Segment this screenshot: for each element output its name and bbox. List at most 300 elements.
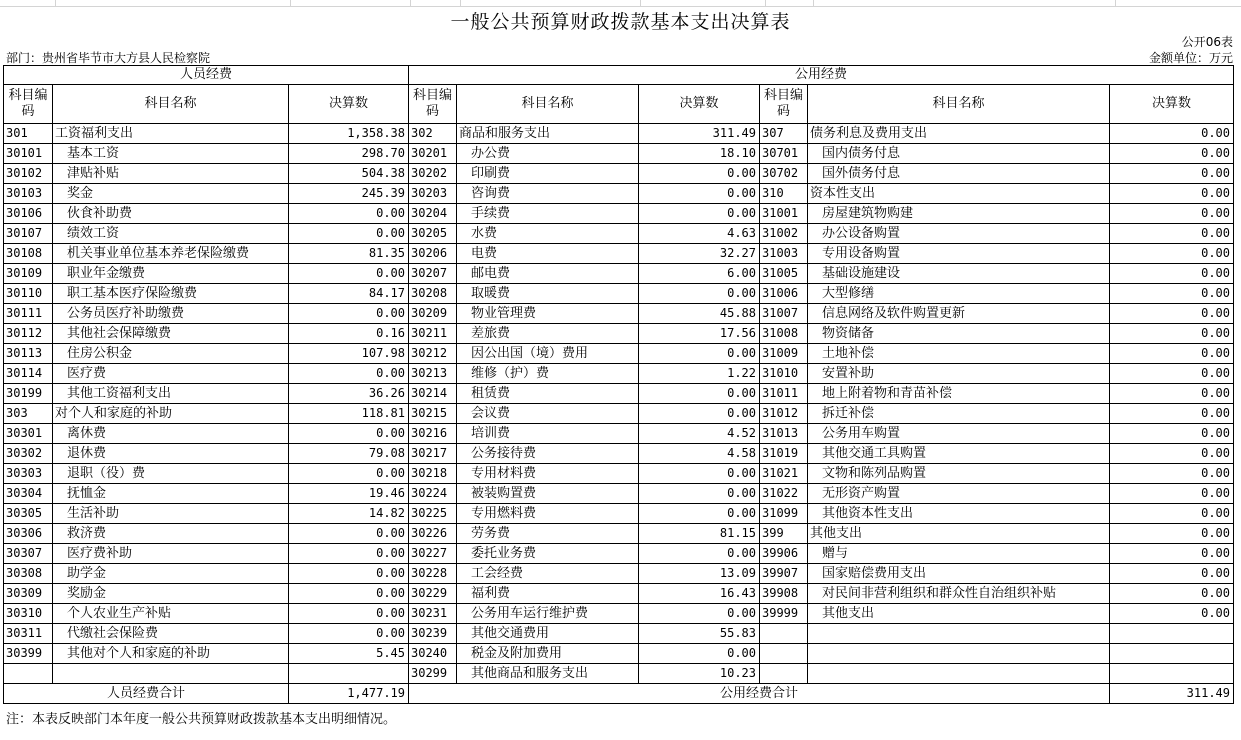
- public-a-name-cell: 专用燃料费: [457, 504, 639, 524]
- amount-col-header: 决算数: [1110, 85, 1234, 124]
- public-a-amount-cell: 0.00: [639, 604, 760, 624]
- public-b-amount-cell: 0.00: [1110, 464, 1234, 484]
- personnel-name-cell: 机关事业单位基本养老保险缴费: [53, 244, 289, 264]
- public-b-code-cell: 39907: [760, 564, 808, 584]
- public-a-code-cell: 30202: [409, 164, 457, 184]
- personnel-amount-cell: 0.00: [289, 364, 409, 384]
- public-b-name-cell: 赠与: [808, 544, 1110, 564]
- personnel-name-cell: 退休费: [53, 444, 289, 464]
- personnel-name-cell: 其他社会保障缴费: [53, 324, 289, 344]
- table-row: [4, 184, 1234, 204]
- personnel-amount-cell: 81.35: [289, 244, 409, 264]
- public-total-value: 311.49: [1110, 684, 1234, 704]
- public-a-amount-cell: 0.00: [639, 344, 760, 364]
- personnel-code-cell: 30101: [4, 144, 53, 164]
- personnel-code-cell: 30102: [4, 164, 53, 184]
- personnel-name-cell: 抚恤金: [53, 484, 289, 504]
- public-b-amount-cell: 0.00: [1110, 144, 1234, 164]
- public-b-code-cell: 30701: [760, 144, 808, 164]
- table-row: [4, 164, 1234, 184]
- public-b-code-cell: 31008: [760, 324, 808, 344]
- footnote: 注：本表反映部门本年度一般公共预算财政拨款基本支出明细情况。: [6, 712, 397, 727]
- public-b-amount-cell: 0.00: [1110, 224, 1234, 244]
- public-b-name-cell: 无形资产购置: [808, 484, 1110, 504]
- public-b-amount-cell: [1110, 624, 1234, 644]
- personnel-code-cell: 30310: [4, 604, 53, 624]
- public-b-name-cell: 土地补偿: [808, 344, 1110, 364]
- personnel-amount-cell: [289, 664, 409, 684]
- public-b-amount-cell: 0.00: [1110, 364, 1234, 384]
- public-a-amount-cell: 0.00: [639, 384, 760, 404]
- public-b-amount-cell: 0.00: [1110, 264, 1234, 284]
- public-b-code-cell: 31011: [760, 384, 808, 404]
- public-b-code-cell: 30702: [760, 164, 808, 184]
- public-b-name-cell: 国家赔偿费用支出: [808, 564, 1110, 584]
- personnel-name-cell: 退职（役）费: [53, 464, 289, 484]
- personnel-amount-cell: 79.08: [289, 444, 409, 464]
- public-b-code-cell: 31099: [760, 504, 808, 524]
- public-a-name-cell: 维修（护）费: [457, 364, 639, 384]
- public-b-code-cell: 399: [760, 524, 808, 544]
- public-b-name-cell: 信息网络及软件购置更新: [808, 304, 1110, 324]
- public-b-amount-cell: 0.00: [1110, 524, 1234, 544]
- public-a-code-cell: 30212: [409, 344, 457, 364]
- public-a-name-cell: 物业管理费: [457, 304, 639, 324]
- public-a-amount-cell: 0.00: [639, 404, 760, 424]
- personnel-code-cell: 30309: [4, 584, 53, 604]
- personnel-name-cell: 个人农业生产补贴: [53, 604, 289, 624]
- public-a-name-cell: 专用材料费: [457, 464, 639, 484]
- personnel-name-cell: 代缴社会保险费: [53, 624, 289, 644]
- public-a-name-cell: 其他商品和服务支出: [457, 664, 639, 684]
- personnel-amount-cell: 504.38: [289, 164, 409, 184]
- public-a-amount-cell: 81.15: [639, 524, 760, 544]
- public-a-name-cell: 邮电费: [457, 264, 639, 284]
- public-a-name-cell: 差旅费: [457, 324, 639, 344]
- public-a-amount-cell: 4.58: [639, 444, 760, 464]
- public-b-code-cell: 31012: [760, 404, 808, 424]
- public-a-code-cell: 30205: [409, 224, 457, 244]
- public-b-name-cell: 国外债务付息: [808, 164, 1110, 184]
- public-b-code-cell: 31019: [760, 444, 808, 464]
- page-title: 一般公共预算财政拨款基本支出决算表: [450, 11, 791, 33]
- unit-label: 金额单位：万元: [1148, 51, 1233, 65]
- personnel-header: 人员经费: [4, 66, 409, 85]
- personnel-code-cell: 30108: [4, 244, 53, 264]
- public-a-code-cell: 30227: [409, 544, 457, 564]
- public-b-name-cell: 办公设备购置: [808, 224, 1110, 244]
- public-b-name-cell: 基础设施建设: [808, 264, 1110, 284]
- personnel-name-cell: 绩效工资: [53, 224, 289, 244]
- public-a-name-cell: 手续费: [457, 204, 639, 224]
- public-a-amount-cell: 16.43: [639, 584, 760, 604]
- code-col-header: 科目编码: [760, 85, 808, 124]
- personnel-amount-cell: 0.00: [289, 424, 409, 444]
- personnel-name-cell: 其他对个人和家庭的补助: [53, 644, 289, 664]
- public-b-name-cell: 大型修缮: [808, 284, 1110, 304]
- public-b-amount-cell: 0.00: [1110, 244, 1234, 264]
- public-b-name-cell: 其他支出: [808, 604, 1110, 624]
- personnel-amount-cell: 107.98: [289, 344, 409, 364]
- public-b-name-cell: 对民间非营利组织和群众性自治组织补贴: [808, 584, 1110, 604]
- public-a-code-cell: 30240: [409, 644, 457, 664]
- public-b-code-cell: 39908: [760, 584, 808, 604]
- public-a-name-cell: 委托业务费: [457, 544, 639, 564]
- public-a-amount-cell: 0.00: [639, 504, 760, 524]
- personnel-amount-cell: 19.46: [289, 484, 409, 504]
- public-b-amount-cell: 0.00: [1110, 404, 1234, 424]
- table-row: [4, 384, 1234, 404]
- public-b-name-cell: 安置补助: [808, 364, 1110, 384]
- personnel-amount-cell: 245.39: [289, 184, 409, 204]
- public-b-code-cell: [760, 624, 808, 644]
- public-a-amount-cell: 55.83: [639, 624, 760, 644]
- public-a-amount-cell: 1.22: [639, 364, 760, 384]
- table-row: [4, 624, 1234, 644]
- public-a-code-cell: 30215: [409, 404, 457, 424]
- public-b-amount-cell: 0.00: [1110, 384, 1234, 404]
- table-row: [4, 464, 1234, 484]
- public-b-name-cell: [808, 624, 1110, 644]
- personnel-name-cell: 基本工资: [53, 144, 289, 164]
- public-a-name-cell: 被装购置费: [457, 484, 639, 504]
- public-b-name-cell: 资本性支出: [808, 184, 1110, 204]
- public-a-name-cell: 福利费: [457, 584, 639, 604]
- department-label: 部门：贵州省毕节市大方县人民检察院: [6, 51, 211, 65]
- public-header: 公用经费: [409, 66, 1234, 85]
- personnel-name-cell: 奖金: [53, 184, 289, 204]
- public-a-name-cell: 工会经费: [457, 564, 639, 584]
- public-a-code-cell: 30206: [409, 244, 457, 264]
- public-b-amount-cell: 0.00: [1110, 504, 1234, 524]
- personnel-code-cell: 30311: [4, 624, 53, 644]
- public-a-name-cell: 会议费: [457, 404, 639, 424]
- personnel-code-cell: 30109: [4, 264, 53, 284]
- personnel-name-cell: 救济费: [53, 524, 289, 544]
- public-b-name-cell: 地上附着物和青苗补偿: [808, 384, 1110, 404]
- table-row: [4, 324, 1234, 344]
- table-row: [4, 484, 1234, 504]
- public-a-amount-cell: 6.00: [639, 264, 760, 284]
- public-a-code-cell: 30209: [409, 304, 457, 324]
- personnel-code-cell: 30106: [4, 204, 53, 224]
- public-b-code-cell: 31007: [760, 304, 808, 324]
- personnel-amount-cell: 0.00: [289, 544, 409, 564]
- table-row: [4, 124, 1234, 144]
- public-a-code-cell: 30201: [409, 144, 457, 164]
- public-b-name-cell: 专用设备购置: [808, 244, 1110, 264]
- public-b-amount-cell: 0.00: [1110, 444, 1234, 464]
- personnel-name-cell: 医疗费补助: [53, 544, 289, 564]
- public-a-code-cell: 30217: [409, 444, 457, 464]
- public-a-name-cell: 印刷费: [457, 164, 639, 184]
- public-a-name-cell: 水费: [457, 224, 639, 244]
- public-a-name-cell: 公务用车运行维护费: [457, 604, 639, 624]
- public-total-label: 公用经费合计: [409, 684, 1110, 704]
- public-a-amount-cell: 0.00: [639, 164, 760, 184]
- personnel-name-cell: 离休费: [53, 424, 289, 444]
- public-a-amount-cell: 17.56: [639, 324, 760, 344]
- personnel-code-cell: 30399: [4, 644, 53, 664]
- public-b-amount-cell: 0.00: [1110, 124, 1234, 144]
- personnel-code-cell: 303: [4, 404, 53, 424]
- public-b-name-cell: 其他交通工具购置: [808, 444, 1110, 464]
- public-a-amount-cell: 4.52: [639, 424, 760, 444]
- personnel-code-cell: 30305: [4, 504, 53, 524]
- public-a-amount-cell: 0.00: [639, 544, 760, 564]
- public-b-code-cell: 31021: [760, 464, 808, 484]
- public-a-name-cell: 租赁费: [457, 384, 639, 404]
- public-a-code-cell: 30213: [409, 364, 457, 384]
- name-col-header: 科目名称: [53, 85, 289, 124]
- public-a-amount-cell: 0.00: [639, 464, 760, 484]
- personnel-code-cell: 30306: [4, 524, 53, 544]
- public-b-amount-cell: 0.00: [1110, 304, 1234, 324]
- public-a-name-cell: 电费: [457, 244, 639, 264]
- personnel-name-cell: 医疗费: [53, 364, 289, 384]
- personnel-code-cell: 30308: [4, 564, 53, 584]
- personnel-code-cell: 30301: [4, 424, 53, 444]
- public-a-code-cell: 30224: [409, 484, 457, 504]
- personnel-name-cell: 对个人和家庭的补助: [53, 404, 289, 424]
- public-b-amount-cell: 0.00: [1110, 604, 1234, 624]
- personnel-amount-cell: 0.00: [289, 524, 409, 544]
- public-a-name-cell: 因公出国（境）费用: [457, 344, 639, 364]
- personnel-amount-cell: 0.00: [289, 264, 409, 284]
- public-a-amount-cell: 10.23: [639, 664, 760, 684]
- code-col-header: 科目编码: [4, 85, 53, 124]
- table-number: 公开06表: [1181, 35, 1233, 49]
- personnel-amount-cell: 5.45: [289, 644, 409, 664]
- public-a-name-cell: 公务接待费: [457, 444, 639, 464]
- public-a-amount-cell: 0.00: [639, 284, 760, 304]
- public-b-name-cell: 房屋建筑物购建: [808, 204, 1110, 224]
- public-b-code-cell: 39999: [760, 604, 808, 624]
- public-b-code-cell: 31002: [760, 224, 808, 244]
- personnel-name-cell: 奖励金: [53, 584, 289, 604]
- personnel-code-cell: 30199: [4, 384, 53, 404]
- personnel-name-cell: 津贴补贴: [53, 164, 289, 184]
- public-b-name-cell: 公务用车购置: [808, 424, 1110, 444]
- personnel-name-cell: 职业年金缴费: [53, 264, 289, 284]
- public-b-amount-cell: [1110, 664, 1234, 684]
- public-a-amount-cell: 0.00: [639, 184, 760, 204]
- personnel-code-cell: 30103: [4, 184, 53, 204]
- public-b-code-cell: [760, 664, 808, 684]
- public-a-name-cell: 培训费: [457, 424, 639, 444]
- personnel-name-cell: 助学金: [53, 564, 289, 584]
- personnel-code-cell: 30307: [4, 544, 53, 564]
- public-a-code-cell: 30203: [409, 184, 457, 204]
- amount-col-header: 决算数: [639, 85, 760, 124]
- personnel-name-cell: 住房公积金: [53, 344, 289, 364]
- table-row: [4, 424, 1234, 444]
- public-b-name-cell: 文物和陈列品购置: [808, 464, 1110, 484]
- public-b-amount-cell: 0.00: [1110, 424, 1234, 444]
- expenditure-table: [3, 65, 1234, 704]
- personnel-total-label: 人员经费合计: [4, 684, 289, 704]
- personnel-code-cell: 30303: [4, 464, 53, 484]
- public-a-amount-cell: 0.00: [639, 484, 760, 504]
- public-a-amount-cell: 32.27: [639, 244, 760, 264]
- table-row: [4, 224, 1234, 244]
- public-b-amount-cell: 0.00: [1110, 184, 1234, 204]
- public-a-name-cell: 其他交通费用: [457, 624, 639, 644]
- personnel-name-cell: 生活补助: [53, 504, 289, 524]
- public-a-code-cell: 30218: [409, 464, 457, 484]
- public-a-amount-cell: 13.09: [639, 564, 760, 584]
- public-a-code-cell: 30226: [409, 524, 457, 544]
- personnel-amount-cell: 0.16: [289, 324, 409, 344]
- personnel-amount-cell: 0.00: [289, 304, 409, 324]
- personnel-code-cell: 30114: [4, 364, 53, 384]
- personnel-code-cell: 30113: [4, 344, 53, 364]
- public-b-code-cell: 39906: [760, 544, 808, 564]
- public-a-code-cell: 30239: [409, 624, 457, 644]
- public-b-code-cell: [760, 644, 808, 664]
- public-a-name-cell: 商品和服务支出: [457, 124, 639, 144]
- table-row: [4, 304, 1234, 324]
- personnel-amount-cell: 0.00: [289, 584, 409, 604]
- spreadsheet-top-gridline: [0, 0, 1241, 7]
- public-b-amount-cell: 0.00: [1110, 484, 1234, 504]
- public-b-code-cell: 31013: [760, 424, 808, 444]
- public-b-amount-cell: [1110, 644, 1234, 664]
- personnel-amount-cell: 0.00: [289, 204, 409, 224]
- public-b-code-cell: 31006: [760, 284, 808, 304]
- public-a-amount-cell: 0.00: [639, 644, 760, 664]
- public-a-name-cell: 税金及附加费用: [457, 644, 639, 664]
- public-b-amount-cell: 0.00: [1110, 544, 1234, 564]
- public-a-code-cell: 30299: [409, 664, 457, 684]
- personnel-code-cell: [4, 664, 53, 684]
- public-a-code-cell: 30231: [409, 604, 457, 624]
- table-row: [4, 584, 1234, 604]
- public-b-code-cell: 31003: [760, 244, 808, 264]
- public-a-code-cell: 30208: [409, 284, 457, 304]
- public-b-amount-cell: 0.00: [1110, 324, 1234, 344]
- table-row: [4, 664, 1234, 684]
- personnel-amount-cell: 0.00: [289, 224, 409, 244]
- personnel-amount-cell: 0.00: [289, 464, 409, 484]
- public-a-amount-cell: 45.88: [639, 304, 760, 324]
- public-b-name-cell: 拆迁补偿: [808, 404, 1110, 424]
- personnel-code-cell: 30302: [4, 444, 53, 464]
- personnel-name-cell: 工资福利支出: [53, 124, 289, 144]
- personnel-name-cell: [53, 664, 289, 684]
- public-b-code-cell: 31009: [760, 344, 808, 364]
- table-row: [4, 644, 1234, 664]
- public-b-code-cell: 31001: [760, 204, 808, 224]
- name-col-header: 科目名称: [457, 85, 639, 124]
- public-a-amount-cell: 4.63: [639, 224, 760, 244]
- public-a-code-cell: 30207: [409, 264, 457, 284]
- personnel-name-cell: 伙食补助费: [53, 204, 289, 224]
- personnel-code-cell: 30112: [4, 324, 53, 344]
- public-b-code-cell: 31022: [760, 484, 808, 504]
- public-a-code-cell: 30214: [409, 384, 457, 404]
- personnel-amount-cell: 14.82: [289, 504, 409, 524]
- public-b-code-cell: 31010: [760, 364, 808, 384]
- personnel-amount-cell: 298.70: [289, 144, 409, 164]
- personnel-name-cell: 公务员医疗补助缴费: [53, 304, 289, 324]
- table-row: [4, 284, 1234, 304]
- public-a-name-cell: 咨询费: [457, 184, 639, 204]
- public-b-amount-cell: 0.00: [1110, 164, 1234, 184]
- public-a-amount-cell: 18.10: [639, 144, 760, 164]
- amount-col-header: 决算数: [289, 85, 409, 124]
- table-row: [4, 144, 1234, 164]
- public-a-name-cell: 办公费: [457, 144, 639, 164]
- personnel-code-cell: 30111: [4, 304, 53, 324]
- public-b-amount-cell: 0.00: [1110, 584, 1234, 604]
- public-a-code-cell: 302: [409, 124, 457, 144]
- public-b-name-cell: [808, 644, 1110, 664]
- table-row: [4, 564, 1234, 584]
- public-a-code-cell: 30228: [409, 564, 457, 584]
- personnel-code-cell: 30107: [4, 224, 53, 244]
- public-b-amount-cell: 0.00: [1110, 284, 1234, 304]
- personnel-name-cell: 其他工资福利支出: [53, 384, 289, 404]
- public-b-amount-cell: 0.00: [1110, 204, 1234, 224]
- personnel-amount-cell: 0.00: [289, 604, 409, 624]
- table-row: [4, 404, 1234, 424]
- public-b-amount-cell: 0.00: [1110, 564, 1234, 584]
- public-a-code-cell: 30204: [409, 204, 457, 224]
- personnel-amount-cell: 0.00: [289, 564, 409, 584]
- public-a-amount-cell: 311.49: [639, 124, 760, 144]
- table-row: [4, 364, 1234, 384]
- personnel-amount-cell: 0.00: [289, 624, 409, 644]
- public-a-code-cell: 30211: [409, 324, 457, 344]
- public-b-code-cell: 31005: [760, 264, 808, 284]
- public-b-name-cell: [808, 664, 1110, 684]
- personnel-name-cell: 职工基本医疗保险缴费: [53, 284, 289, 304]
- public-a-name-cell: 取暖费: [457, 284, 639, 304]
- public-b-name-cell: 其他资本性支出: [808, 504, 1110, 524]
- table-row: [4, 244, 1234, 264]
- personnel-total-value: 1,477.19: [289, 684, 409, 704]
- personnel-code-cell: 30110: [4, 284, 53, 304]
- public-a-code-cell: 30216: [409, 424, 457, 444]
- public-b-name-cell: 国内债务付息: [808, 144, 1110, 164]
- table-row: [4, 204, 1234, 224]
- personnel-code-cell: 30304: [4, 484, 53, 504]
- expenditure-table-wrapper: [3, 65, 1234, 704]
- public-b-amount-cell: 0.00: [1110, 344, 1234, 364]
- table-row: [4, 544, 1234, 564]
- table-row: [4, 344, 1234, 364]
- table-row: [4, 524, 1234, 544]
- name-col-header: 科目名称: [808, 85, 1110, 124]
- public-b-code-cell: 307: [760, 124, 808, 144]
- public-a-name-cell: 劳务费: [457, 524, 639, 544]
- personnel-amount-cell: 36.26: [289, 384, 409, 404]
- public-a-amount-cell: 0.00: [639, 204, 760, 224]
- public-b-code-cell: 310: [760, 184, 808, 204]
- public-b-name-cell: 物资储备: [808, 324, 1110, 344]
- personnel-amount-cell: 84.17: [289, 284, 409, 304]
- public-b-name-cell: 其他支出: [808, 524, 1110, 544]
- code-col-header: 科目编码: [409, 85, 457, 124]
- public-a-code-cell: 30229: [409, 584, 457, 604]
- table-row: [4, 504, 1234, 524]
- table-row: [4, 604, 1234, 624]
- public-b-name-cell: 债务利息及费用支出: [808, 124, 1110, 144]
- personnel-amount-cell: 1,358.38: [289, 124, 409, 144]
- table-row: [4, 444, 1234, 464]
- public-a-code-cell: 30225: [409, 504, 457, 524]
